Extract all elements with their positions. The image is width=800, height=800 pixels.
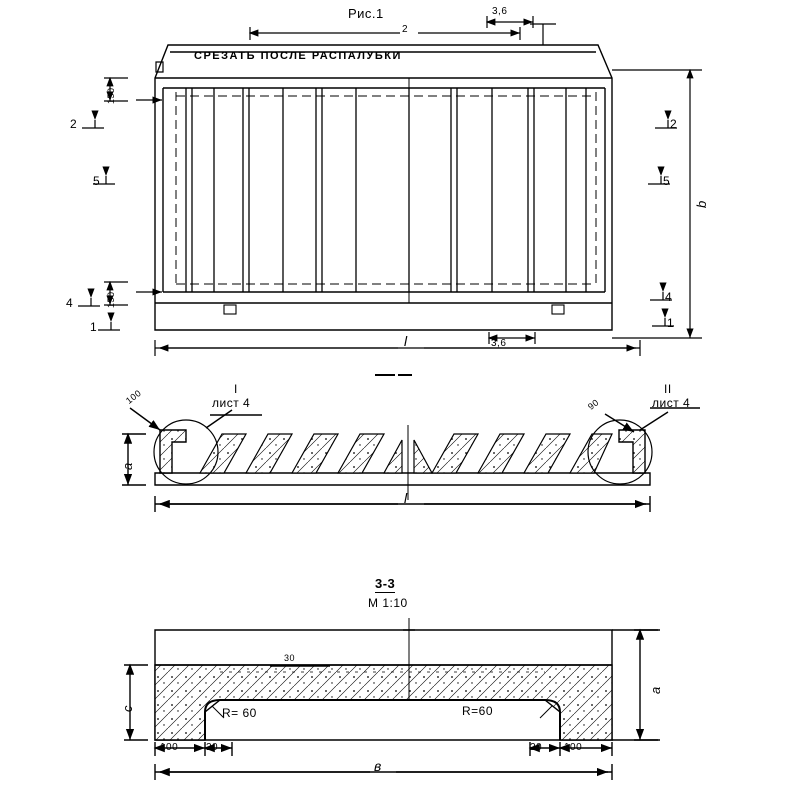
top-dim-3-6: 3,6 xyxy=(492,6,508,17)
dim-bottom-left-20: 20 xyxy=(206,742,219,753)
section-view-group xyxy=(124,618,660,780)
middle-view-length-l: l xyxy=(404,490,408,506)
section-mark-right-2: 2 xyxy=(670,117,678,131)
section-scale: М 1:10 xyxy=(368,596,408,610)
section-title: 3-3 xyxy=(375,576,396,591)
detail-left-sheet: лист 4 xyxy=(212,396,251,410)
section-mark-right-5: 5 xyxy=(663,174,671,188)
dim-bottom-left-100: 100 xyxy=(160,742,179,753)
section-height-a: a xyxy=(648,686,663,694)
bottom-dim-3-6: 3,6 xyxy=(491,338,507,349)
section-mark-left-4: 4 xyxy=(66,296,74,310)
middle-view-height-a: a xyxy=(120,462,135,470)
middle-view-group xyxy=(122,408,700,512)
detail-marker-II: II xyxy=(664,382,672,396)
dim-bottom-right-100: 100 xyxy=(564,742,583,753)
section-mark-left-2: 2 xyxy=(70,117,78,131)
section-width-v: в xyxy=(374,758,382,774)
top-view-length-l: l xyxy=(404,333,408,349)
dim-section-30: 30 xyxy=(284,653,296,663)
section-mark-left-1: 1 xyxy=(90,320,98,334)
top-view-width-b: b xyxy=(694,200,709,208)
detail-right-sheet: лист 4 xyxy=(652,396,691,410)
dim-bottom-right-20: 20 xyxy=(530,742,543,753)
dim-left-top-150: 150 xyxy=(106,87,116,104)
dim-left-bottom-150: 150 xyxy=(106,291,116,308)
section-height-c: c xyxy=(120,705,135,712)
radius-left-label: R= 60 xyxy=(222,706,257,720)
top-center-mark-2: 2 xyxy=(402,24,409,35)
section-mark-right-1: 1 xyxy=(667,316,675,330)
dim-middle-90: 90 xyxy=(586,397,601,412)
section-mark-left-5: 5 xyxy=(93,174,101,188)
note-cut-after-stripping: СРЕЗАТЬ ПОСЛЕ РАСПАЛУБКИ xyxy=(194,50,402,62)
figure-title: Рис.1 xyxy=(348,6,384,21)
detail-marker-I: I xyxy=(234,382,238,396)
top-view-group xyxy=(155,24,612,330)
dim-middle-100: 100 xyxy=(124,387,144,406)
radius-right-label: R=60 xyxy=(462,704,494,718)
section-mark-right-4: 4 xyxy=(665,290,673,304)
